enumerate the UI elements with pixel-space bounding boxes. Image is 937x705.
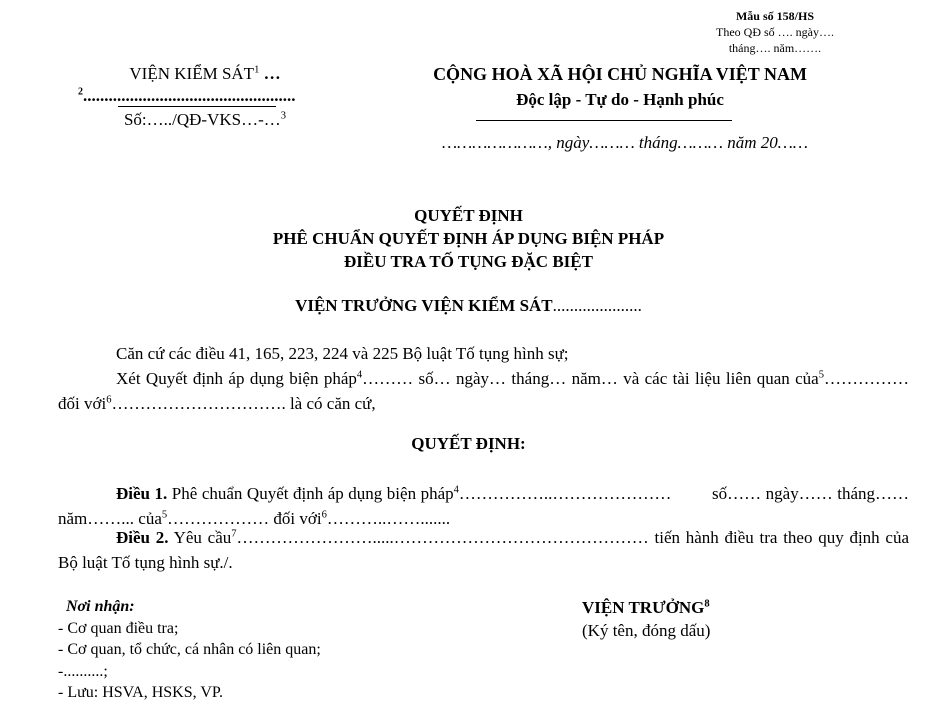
preamble-consideration xyxy=(58,366,909,416)
signature-note: (Ký tên, đóng dấu) xyxy=(582,621,711,640)
national-header xyxy=(400,62,840,112)
document-number xyxy=(60,110,350,130)
national-motto: Độc lập - Tự do - Hạnh phúc xyxy=(516,90,724,109)
article-1 xyxy=(58,481,914,531)
footnote-ref: 6 xyxy=(321,509,327,521)
article-text: ……………..………………… số…… ngày…… tháng…… năm……... của xyxy=(58,484,914,528)
recipients-block xyxy=(58,596,321,704)
title-line-1: QUYẾT ĐỊNH xyxy=(414,206,523,225)
footnote-ref: 4 xyxy=(356,369,363,381)
footnote-ref: 5 xyxy=(818,369,824,381)
footnote-ref: 2 xyxy=(78,86,83,98)
unit-dots: .................................................. xyxy=(83,86,296,105)
decision-heading: QUYẾT ĐỊNH: xyxy=(411,434,526,453)
consider-text: Xét Quyết định áp dụng biện pháp xyxy=(116,369,357,388)
right-header-divider xyxy=(476,120,732,121)
recipients-heading: Nơi nhận: xyxy=(66,598,135,615)
footnote-ref: 7 xyxy=(231,528,237,540)
signer-role-text: VIỆN TRƯỞNG xyxy=(582,598,705,617)
form-code-line1: Theo QĐ số …. ngày…. xyxy=(716,25,834,39)
agency-label: VIỆN KIỂM SÁT xyxy=(129,64,255,83)
document-title xyxy=(0,204,937,273)
country-name: CỘNG HOÀ XÃ HỘI CHỦ NGHĨA VIỆT NAM xyxy=(433,64,807,84)
left-header-divider xyxy=(118,106,276,107)
form-code xyxy=(660,8,890,56)
footnote-ref: 8 xyxy=(704,598,710,610)
place-date: …………………, ngày……… tháng……… năm 20…… xyxy=(441,133,809,152)
article-2 xyxy=(58,525,909,575)
recipient-item: - Lưu: HSVA, HSKS, VP. xyxy=(58,684,224,701)
footnote-ref: 3 xyxy=(280,110,287,122)
article-label: Điều 2. xyxy=(116,528,169,547)
article-text: Phê chuẩn Quyết định áp dụng biện pháp xyxy=(167,484,454,503)
agency-name xyxy=(60,62,350,86)
consider-text: …………………………. là có căn cứ, xyxy=(111,394,376,413)
issuer-label: VIỆN TRƯỞNG VIỆN KIỂM SÁT xyxy=(295,296,553,315)
consider-text: …………… đối với xyxy=(58,369,909,413)
article-text: …………………….....……………………………………… tiến hành điều tra theo quy định của Bộ luật Tố tụng hình sự./. xyxy=(58,528,909,572)
recipient-item: - Cơ quan điều tra; xyxy=(58,619,179,637)
unit-placeholder xyxy=(78,86,296,106)
footnote-ref: 4 xyxy=(453,484,459,496)
footnote-ref: 6 xyxy=(106,394,112,406)
article-text: Yêu cầu xyxy=(168,528,232,547)
preamble-basis: Căn cứ các điều 41, 165, 223, 224 và 225 Bộ luật Tố tụng hình sự; xyxy=(116,344,569,363)
form-code-title: Mẫu số 158/HS xyxy=(735,9,814,23)
issuer-dots: ..................... xyxy=(552,296,642,315)
article-text: ……………… đối với xyxy=(167,509,322,528)
title-line-2: PHÊ CHUẨN QUYẾT ĐỊNH ÁP DỤNG BIỆN PHÁP xyxy=(272,229,665,248)
agency-suffix: … xyxy=(259,64,281,83)
issuer-line xyxy=(0,296,937,316)
article-text: ………..……....... xyxy=(326,509,451,528)
recipient-item: -..........; xyxy=(58,662,108,680)
doc-number-text: Số:…../QĐ-VKS…-… xyxy=(123,110,281,129)
signature-block xyxy=(582,596,710,642)
footnote-ref: 5 xyxy=(161,509,168,521)
recipient-item: - Cơ quan, tổ chức, cá nhân có liên quan; xyxy=(58,641,321,658)
footnote-ref: 1 xyxy=(254,64,260,76)
article-label: Điều 1. xyxy=(116,484,168,503)
form-code-line2: tháng…. năm……. xyxy=(728,41,822,55)
consider-text: ……… số… ngày… tháng… năm… và các tài liệu liên quan của xyxy=(362,369,819,388)
signer-role xyxy=(582,596,710,619)
title-line-3: ĐIỀU TRA TỐ TỤNG ĐẶC BIỆT xyxy=(344,252,593,271)
